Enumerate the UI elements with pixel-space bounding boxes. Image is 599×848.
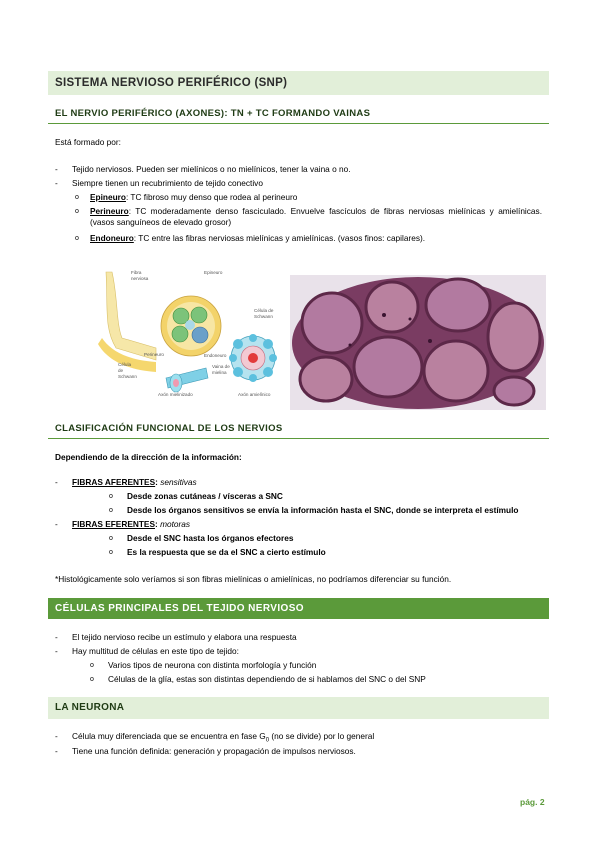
label-axon-mielinizado: Axón mielinizado bbox=[158, 392, 193, 397]
dash-bullet: - bbox=[55, 746, 58, 756]
label-endoneuro: Endoneuro bbox=[204, 353, 227, 358]
neurona-item1-post: (no se divide) por lo general bbox=[269, 731, 375, 741]
sub-list-item: Desde zonas cutáneas / vísceras a SNC bbox=[127, 491, 283, 501]
term-endoneuro: Endoneuro bbox=[90, 233, 134, 243]
dash-bullet: - bbox=[55, 164, 58, 174]
dash-bullet: - bbox=[55, 646, 58, 656]
sub-list-item bbox=[90, 192, 297, 203]
label-celula-schwann-2: Schwann bbox=[254, 314, 273, 319]
subsection-title-clasificacion: CLASIFICACIÓN FUNCIONAL DE LOS NERVIOS bbox=[48, 423, 549, 439]
label-celula-left-2: de bbox=[118, 368, 124, 373]
intro-text: Dependiendo de la dirección de la información: bbox=[55, 452, 242, 462]
section-title-snp: SISTEMA NERVIOSO PERIFÉRICO (SNP) bbox=[48, 71, 549, 95]
label-vaina-2: mielina bbox=[212, 370, 227, 375]
label-fibra: Fibra bbox=[131, 270, 142, 275]
sub-list-item bbox=[90, 233, 425, 244]
circle-bullet: o bbox=[75, 194, 79, 201]
nerve-micrograph bbox=[290, 275, 546, 410]
def-perineuro: : TC moderadamente denso fasciculado. Envuelve fascículos de fibras nerviosas mielínicas y amielínicas. (vasos sanguíneos de elevado grosor) bbox=[90, 206, 542, 227]
sub-list-item: Desde el SNC hasta los órganos efectores bbox=[127, 533, 294, 543]
list-item: Tejido nerviosos. Pueden ser mielínicos o no mielínicos, tener la vaina o no. bbox=[72, 164, 351, 174]
page-number: pág. 2 bbox=[520, 797, 545, 807]
subsection-title-nervio: EL NERVIO PERIFÉRICO (AXONES): TN + TC FORMANDO VAINAS bbox=[48, 108, 549, 124]
circle-bullet: o bbox=[90, 676, 94, 683]
list-item bbox=[72, 519, 190, 530]
term-perineuro: Perineuro bbox=[90, 206, 129, 216]
note-text: *Histológicamente solo veríamos si son fibras mielínicas o amielínicas, no podríamos diferenciar su función. bbox=[55, 574, 452, 584]
dash-bullet: - bbox=[55, 477, 58, 487]
dash-bullet: - bbox=[55, 519, 58, 529]
neurona-item1-sub: 0 bbox=[265, 737, 270, 744]
sub-list-item: Varios tipos de neurona con distinta morfología y función bbox=[108, 660, 317, 670]
section-title-celulas: CÉLULAS PRINCIPALES DEL TEJIDO NERVIOSO bbox=[48, 598, 549, 619]
circle-bullet: o bbox=[75, 235, 79, 242]
list-item: Tiene una función definida: generación y propagación de impulsos nerviosos. bbox=[72, 746, 356, 756]
list-item: Siempre tienen un recubrimiento de tejido conectivo bbox=[72, 178, 263, 188]
list-item bbox=[72, 731, 374, 747]
dash-bullet: - bbox=[55, 632, 58, 642]
eferentes-type: motoras bbox=[160, 519, 191, 529]
list-item bbox=[72, 477, 197, 488]
colon: : bbox=[155, 477, 161, 487]
dash-bullet: - bbox=[55, 731, 58, 741]
circle-bullet: o bbox=[75, 208, 79, 215]
circle-bullet: o bbox=[109, 535, 113, 542]
circle-bullet: o bbox=[90, 662, 94, 669]
term-epineuro: Epineuro bbox=[90, 192, 126, 202]
term-aferentes: FIBRAS AFERENTES bbox=[72, 477, 156, 487]
circle-bullet: o bbox=[109, 549, 113, 556]
list-item: Hay multitud de células en este tipo de tejido: bbox=[72, 646, 239, 656]
label-perineuro: Perineuro bbox=[144, 352, 164, 357]
nerve-diagram bbox=[96, 268, 288, 402]
label-nerviosa: nerviosa bbox=[131, 276, 149, 281]
circle-bullet: o bbox=[109, 507, 113, 514]
circle-bullet: o bbox=[109, 493, 113, 500]
dash-bullet: - bbox=[55, 178, 58, 188]
sub-list-item: Es la respuesta que se da el SNC a cierto estímulo bbox=[127, 547, 326, 557]
list-item: El tejido nervioso recibe un estímulo y elabora una respuesta bbox=[72, 632, 297, 642]
neurona-item1-pre: Célula muy diferenciada que se encuentra en fase G bbox=[72, 731, 266, 741]
label-celula-left-1: Célula bbox=[118, 362, 132, 367]
label-vaina-1: Vaina de bbox=[212, 364, 230, 369]
label-celula-schwann-1: Célula de bbox=[254, 308, 274, 313]
def-epineuro: : TC fibroso muy denso que rodea al perineuro bbox=[125, 192, 298, 202]
colon: : bbox=[154, 519, 161, 529]
section-title-neurona: LA NEURONA bbox=[48, 697, 549, 719]
label-celula-left-3: Schwann bbox=[118, 374, 137, 379]
sub-list-item: Desde los órganos sensitivos se envía la información hasta el SNC, donde se interpreta el estímulo bbox=[127, 505, 519, 515]
sub-list-item bbox=[90, 206, 542, 228]
label-axon-amielinico: Axón amielínico bbox=[238, 392, 271, 397]
sub-list-item: Células de la glía, estas son distintas dependiendo de si hablamos del SNC o del SNP bbox=[108, 674, 426, 684]
label-epineuro: Epineuro bbox=[204, 270, 223, 275]
intro-text: Está formado por: bbox=[55, 137, 121, 147]
aferentes-type: sensitivas bbox=[160, 477, 197, 487]
def-endoneuro: : TC entre las fibras nerviosas mielínicas y amielínicas. (vasos finos: capilares). bbox=[133, 233, 426, 243]
term-eferentes: FIBRAS EFERENTES bbox=[72, 519, 155, 529]
